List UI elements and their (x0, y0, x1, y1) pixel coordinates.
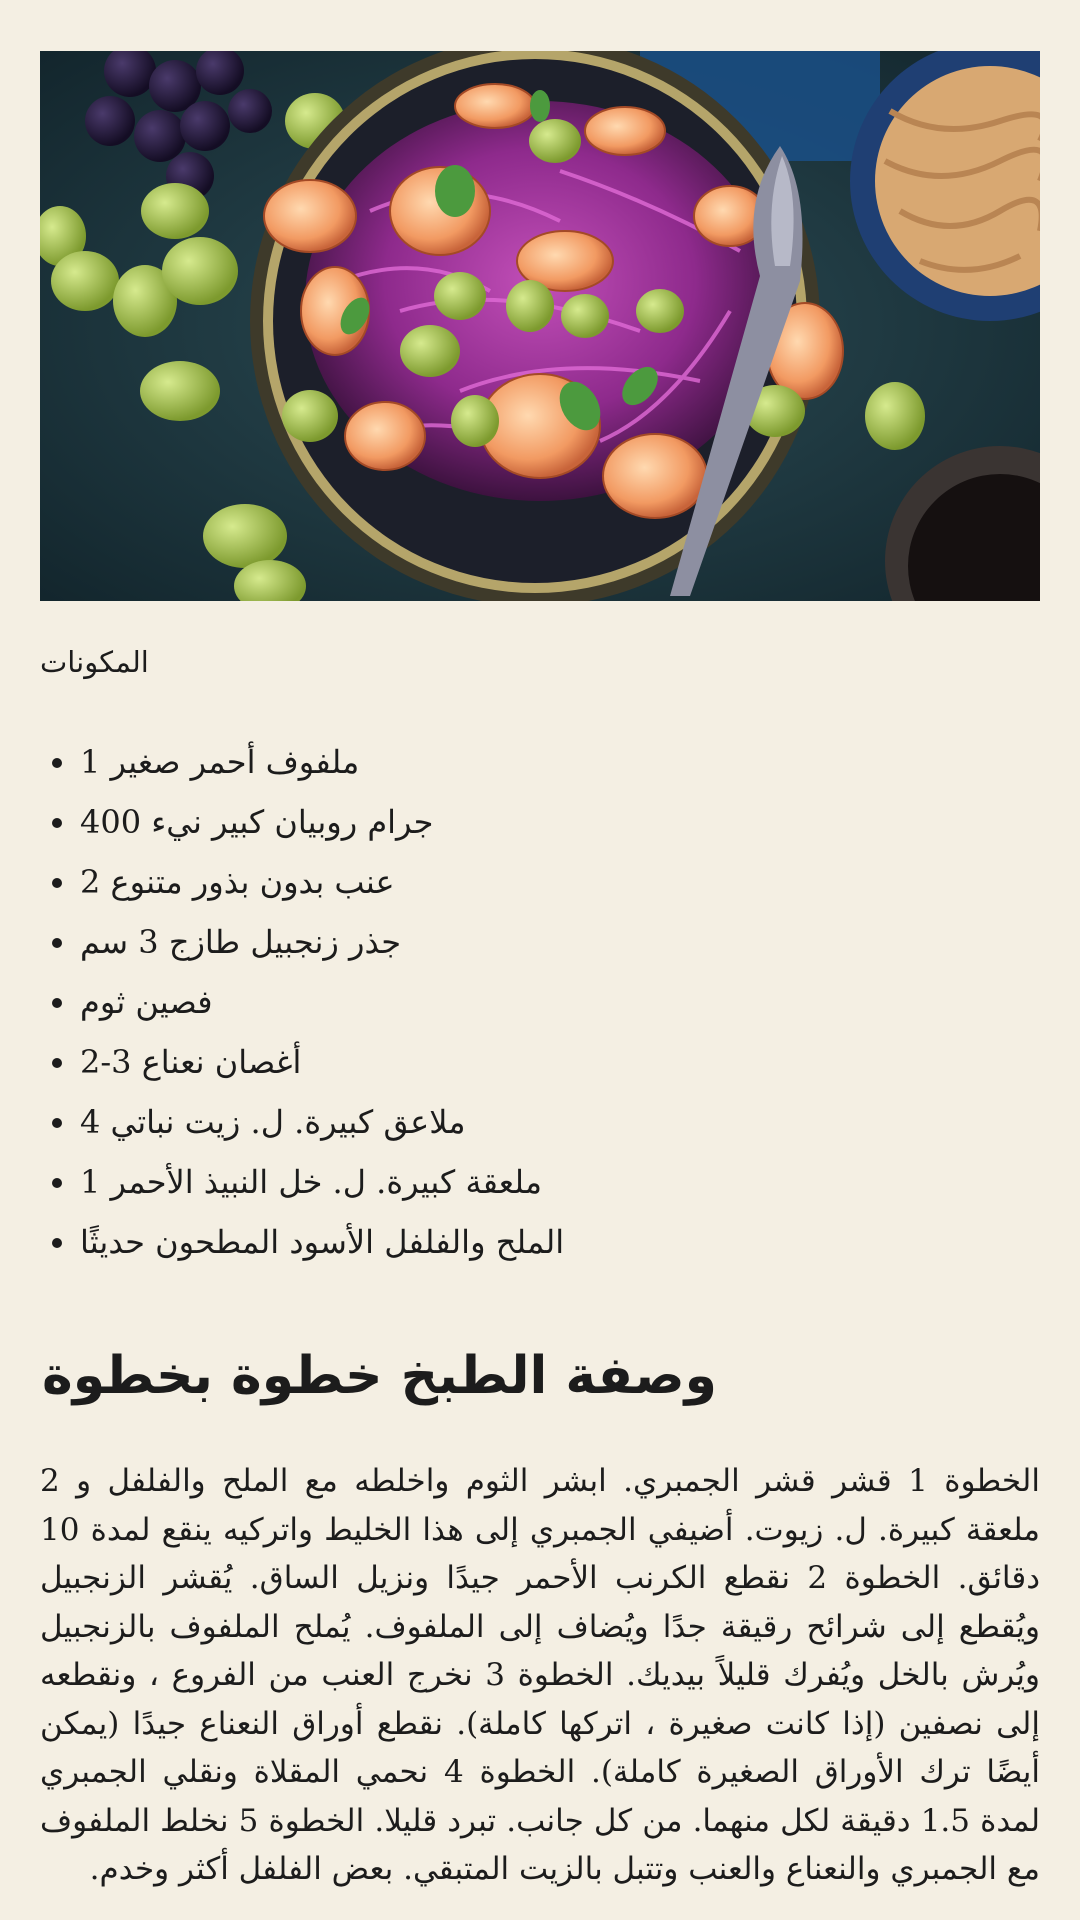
ingredient-text: ملعقة كبيرة. ل. خل النبيذ الأحمر 1 (80, 1163, 542, 1201)
recipe-steps: الخطوة 1 قشر قشر الجمبري. ابشر الثوم واخلطه مع الملح والفلفل و 2 ملعقة كبيرة. ل. زيوت. أضيفي الجمبري إلى هذا الخليط واتركيه ينقع لمدة 10 دقائق. الخطوة 2 نقطع الكرنب الأحمر جيدًا ونزيل الساق. يُقشر الزنجبيل ويُقطع إلى شرائح رقيقة جدًا ويُضاف إلى الملفوف. يُملح الملفوف بالزنجبيل ويُرش بالخل ويُفرك قليلاً بيديك. الخطوة 3 نخرج العنب من الفروع ، ونقطعه إلى نصفين (إذا كانت صغيرة ، اتركها كاملة). نقطع أوراق النعناع جيدًا (يمكن أيضًا ترك الأوراق الصغيرة كاملة). الخطوة 4 نحمي المقلاة ونقلي الجمبري لمدة 1.5 دقيقة لكل منهما. من كل جانب. تبرد قليلا. الخطوة 5 نخلط الملفوف مع الجمبري والنعناع والعنب وتتبل بالزيت المتبقي. بعض الفلفل أكثر وخدم. (40, 1463, 1041, 1887)
bullet-icon (52, 938, 62, 948)
ingredients-heading: المكونات (40, 645, 149, 679)
ingredient-list (40, 734, 564, 1274)
salad-illustration (40, 51, 1040, 601)
bullet-icon (52, 1178, 62, 1188)
ingredient-text: عنب بدون بذور متنوع 2 (80, 863, 395, 901)
ingredient-item (40, 914, 564, 974)
ingredient-item (40, 794, 564, 854)
ingredient-item (40, 1214, 564, 1274)
ingredient-item (40, 854, 564, 914)
ingredient-text: فصين ثوم (80, 983, 213, 1021)
bullet-icon (52, 998, 62, 1008)
ingredient-item (40, 1094, 564, 1154)
bullet-icon (52, 758, 62, 768)
bullet-icon (52, 878, 62, 888)
ingredient-text: جذر زنجبيل طازج 3 سم (80, 923, 402, 961)
bullet-icon (52, 818, 62, 828)
recipe-photo (40, 51, 1040, 601)
bullet-icon (52, 1238, 62, 1248)
bullet-icon (52, 1058, 62, 1068)
recipe-title: وصفة الطبخ خطوة بخطوة (42, 1346, 717, 1406)
ingredient-text: الملح والفلفل الأسود المطحون حديثًا (80, 1223, 565, 1261)
ingredient-text: ملاعق كبيرة. ل. زيت نباتي 4 (80, 1103, 466, 1141)
ingredient-text: ملفوف أحمر صغير 1 (80, 743, 360, 781)
ingredient-item (40, 734, 564, 794)
ingredient-item (40, 1034, 564, 1094)
ingredient-item (40, 974, 564, 1034)
ingredient-text: أغصان نعناع 3-2 (80, 1043, 302, 1081)
ingredient-text: جرام روبيان كبير نيء 400 (80, 803, 434, 841)
bullet-icon (52, 1118, 62, 1128)
ingredient-item (40, 1154, 564, 1214)
